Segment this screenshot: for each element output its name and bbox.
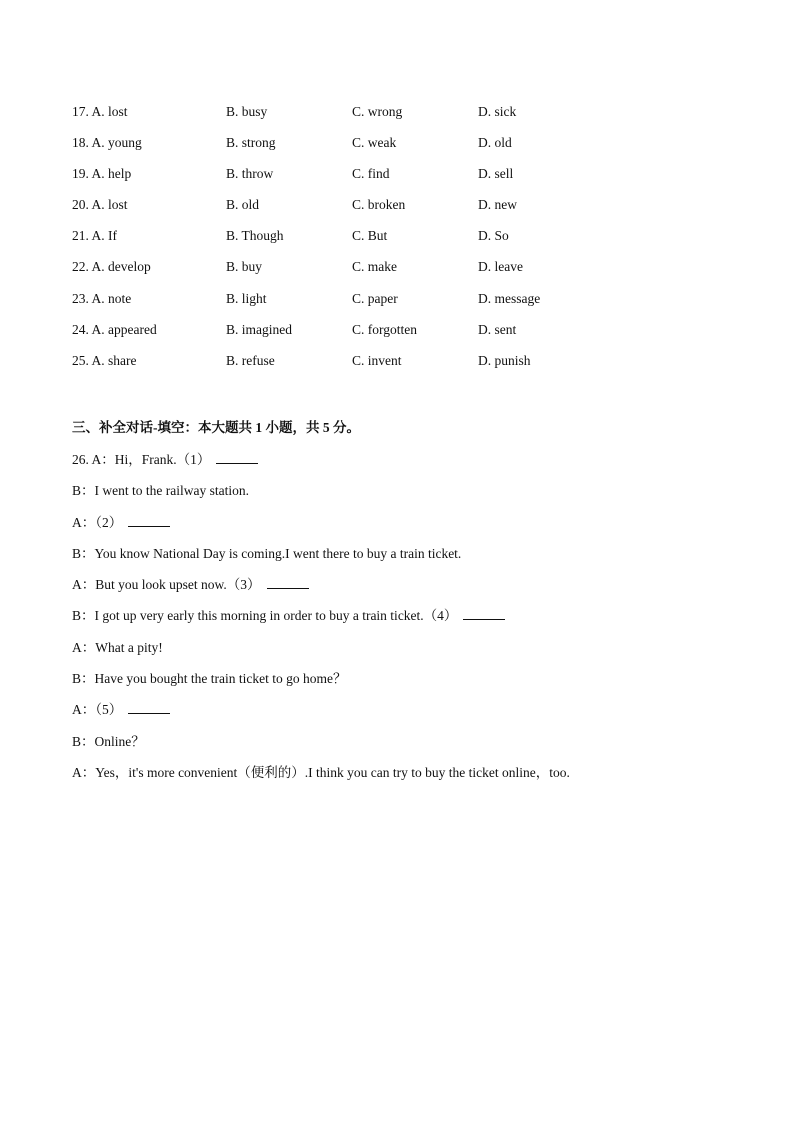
option-d: D. punish <box>478 352 531 368</box>
section-heading: 三、补全对话-填空：本大题共 1 小题，共 5 分。 <box>72 420 360 435</box>
dialog-line <box>72 730 772 761</box>
question-row <box>72 322 598 353</box>
option-b: B. Though <box>226 228 284 244</box>
question-number-option-a: 25. A. share <box>72 352 137 368</box>
dialog-line <box>72 542 772 573</box>
question-row <box>72 228 598 259</box>
dialog-text: A：Yes，it's more convenient（便利的）.I think you can try to buy the ticket online，too. <box>72 764 570 780</box>
question-row <box>72 166 598 197</box>
dialog-text: B：You know National Day is coming.I went there to buy a train ticket. <box>72 545 462 561</box>
dialog-text: A：But you look upset now.（3） <box>72 577 261 593</box>
option-d: D. message <box>478 290 541 306</box>
question-row <box>72 259 598 290</box>
question-number-option-a: 24. A. appeared <box>72 321 157 337</box>
dialog-text: A：What a pity! <box>72 639 163 655</box>
option-c: C. make <box>352 259 397 275</box>
option-c: C. forgotten <box>352 321 417 337</box>
option-c: C. weak <box>352 135 397 151</box>
dialog-line <box>72 761 772 792</box>
question-number-option-a: 23. A. note <box>72 290 132 306</box>
question-row <box>72 104 598 135</box>
dialog-line <box>72 667 772 698</box>
dialog-text: B：Online？ <box>72 733 145 749</box>
answer-blank[interactable] <box>216 451 258 464</box>
dialog-line <box>72 604 772 635</box>
dialog-text: B：I went to the railway station. <box>72 483 249 499</box>
question-number-option-a: 20. A. lost <box>72 197 128 213</box>
option-b: B. buy <box>226 259 263 275</box>
option-b: B. old <box>226 197 260 213</box>
question-row <box>72 135 598 166</box>
question-number-option-a: 17. A. lost <box>72 104 128 119</box>
dialog-line <box>72 479 772 510</box>
dialog-line <box>72 636 772 667</box>
option-c: C. wrong <box>352 104 403 119</box>
dialog-text: A：（5） <box>72 702 123 718</box>
answer-blank[interactable] <box>128 514 170 527</box>
dialog-block <box>72 448 772 792</box>
option-d: D. sick <box>478 104 517 119</box>
dialog-text: A：（2） <box>72 514 123 530</box>
option-c: C. invent <box>352 352 402 368</box>
question-number-option-a: 22. A. develop <box>72 259 151 275</box>
option-b: B. imagined <box>226 321 292 337</box>
option-b: B. strong <box>226 135 276 151</box>
option-d: D. sell <box>478 166 514 182</box>
option-d: D. old <box>478 135 512 151</box>
question-row <box>72 291 598 322</box>
dialog-text: 26. A：Hi，Frank.（1） <box>72 452 211 467</box>
option-b: B. light <box>226 290 267 306</box>
answer-blank[interactable] <box>267 576 309 589</box>
option-d: D. sent <box>478 321 517 337</box>
question-number-option-a: 19. A. help <box>72 166 132 182</box>
question-number-option-a: 21. A. If <box>72 228 117 244</box>
question-number-option-a: 18. A. young <box>72 135 142 151</box>
multiple-choice-list <box>72 104 598 384</box>
option-d: D. leave <box>478 259 523 275</box>
question-row <box>72 197 598 228</box>
option-b: B. throw <box>226 166 274 182</box>
option-b: B. busy <box>226 104 268 119</box>
option-d: D. So <box>478 228 509 244</box>
option-b: B. refuse <box>226 352 275 368</box>
answer-blank[interactable] <box>128 701 170 714</box>
option-c: C. But <box>352 228 388 244</box>
option-c: C. find <box>352 166 390 182</box>
option-c: C. broken <box>352 197 406 213</box>
dialog-line <box>72 573 772 604</box>
dialog-line <box>72 511 772 542</box>
dialog-line <box>72 448 772 479</box>
option-d: D. new <box>478 197 517 213</box>
question-row <box>72 353 598 384</box>
dialog-line <box>72 698 772 729</box>
dialog-text: B：Have you bought the train ticket to go home？ <box>72 671 347 687</box>
dialog-text: B：I got up very early this morning in order to buy a train ticket.（4） <box>72 608 458 624</box>
answer-blank[interactable] <box>463 607 505 620</box>
option-c: C. paper <box>352 290 398 306</box>
